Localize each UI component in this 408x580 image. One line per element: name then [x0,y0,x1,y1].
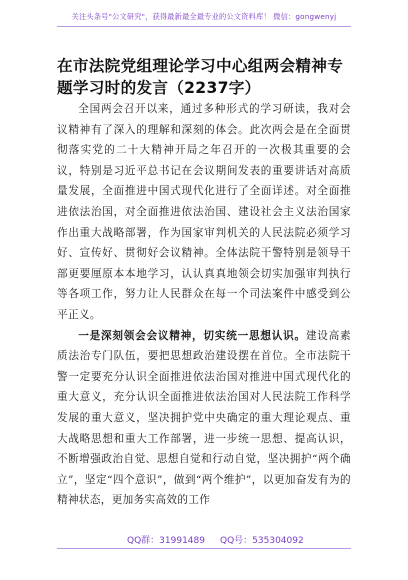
qq-group-number: QQ群：31991489 [127,536,205,546]
header-divider [57,26,351,27]
document-body [57,99,351,511]
paragraph-point-one [57,326,351,511]
footer-divider [57,548,351,549]
paragraph-text: 全国两会召开以来，通过多种形式的学习研读，我对会议精神有了深入的理解和深刻的体会。此次两会是在全面贯彻落实党的二十大精神开局之年召开的一次极其重要的会议，特别是习近平总书记在会议期间发表的重要讲话对高质量发展，全面推进中国式现代化进行了全面详述。对全面推进依法治国，对全面推进依法治国、建设社会主义法治国家作出重大战略部署，作为国家审判机关的人民法院必须学习好、宣传好、贯彻好会议精神。全体法院干警特别是领导干部更要厘原本本地学习，认认真真地领会切实加强审判执行等各项工作，努力让人民群众在每一个司法案件中感受到公平正义。 [57,103,351,321]
document-title: 在市法院党组理论学习中心组两会精神专题学习时的发言（2237字） [57,57,344,97]
paragraph-intro [57,99,351,326]
header-promo-text: 关注头条号"公文研究"，获得最新最全最专业的公文资料库！ 微信：gongwenyj [71,12,337,21]
page-header [0,12,408,22]
qq-contact-number: QQ号：535304092 [220,536,304,546]
paragraph-lead: 一是深刻领会会议精神，切实统一思想认识。 [78,329,306,342]
paragraph-text: 建设高素质法治专门队伍，要把思想政治建设摆在首位。全市法院干警一定要充分认识全面推进依法治国对推进中国式现代化的重大意义，充分认识全面推进依法治国对人民法院工作科学发展的重大意义，坚决拥护党中央确定的重大理论观点、重大战略思想和重大工作部署，进一步统一思想、提高认识，不断增强政治自觉、思想自觉和行动自觉，坚决拥护“两个确立”，坚定“四个意识”，做到“两个维护”，以更加奋发有为的精神状态，更加务实高效的工作 [57,329,352,507]
page-footer [57,533,351,547]
